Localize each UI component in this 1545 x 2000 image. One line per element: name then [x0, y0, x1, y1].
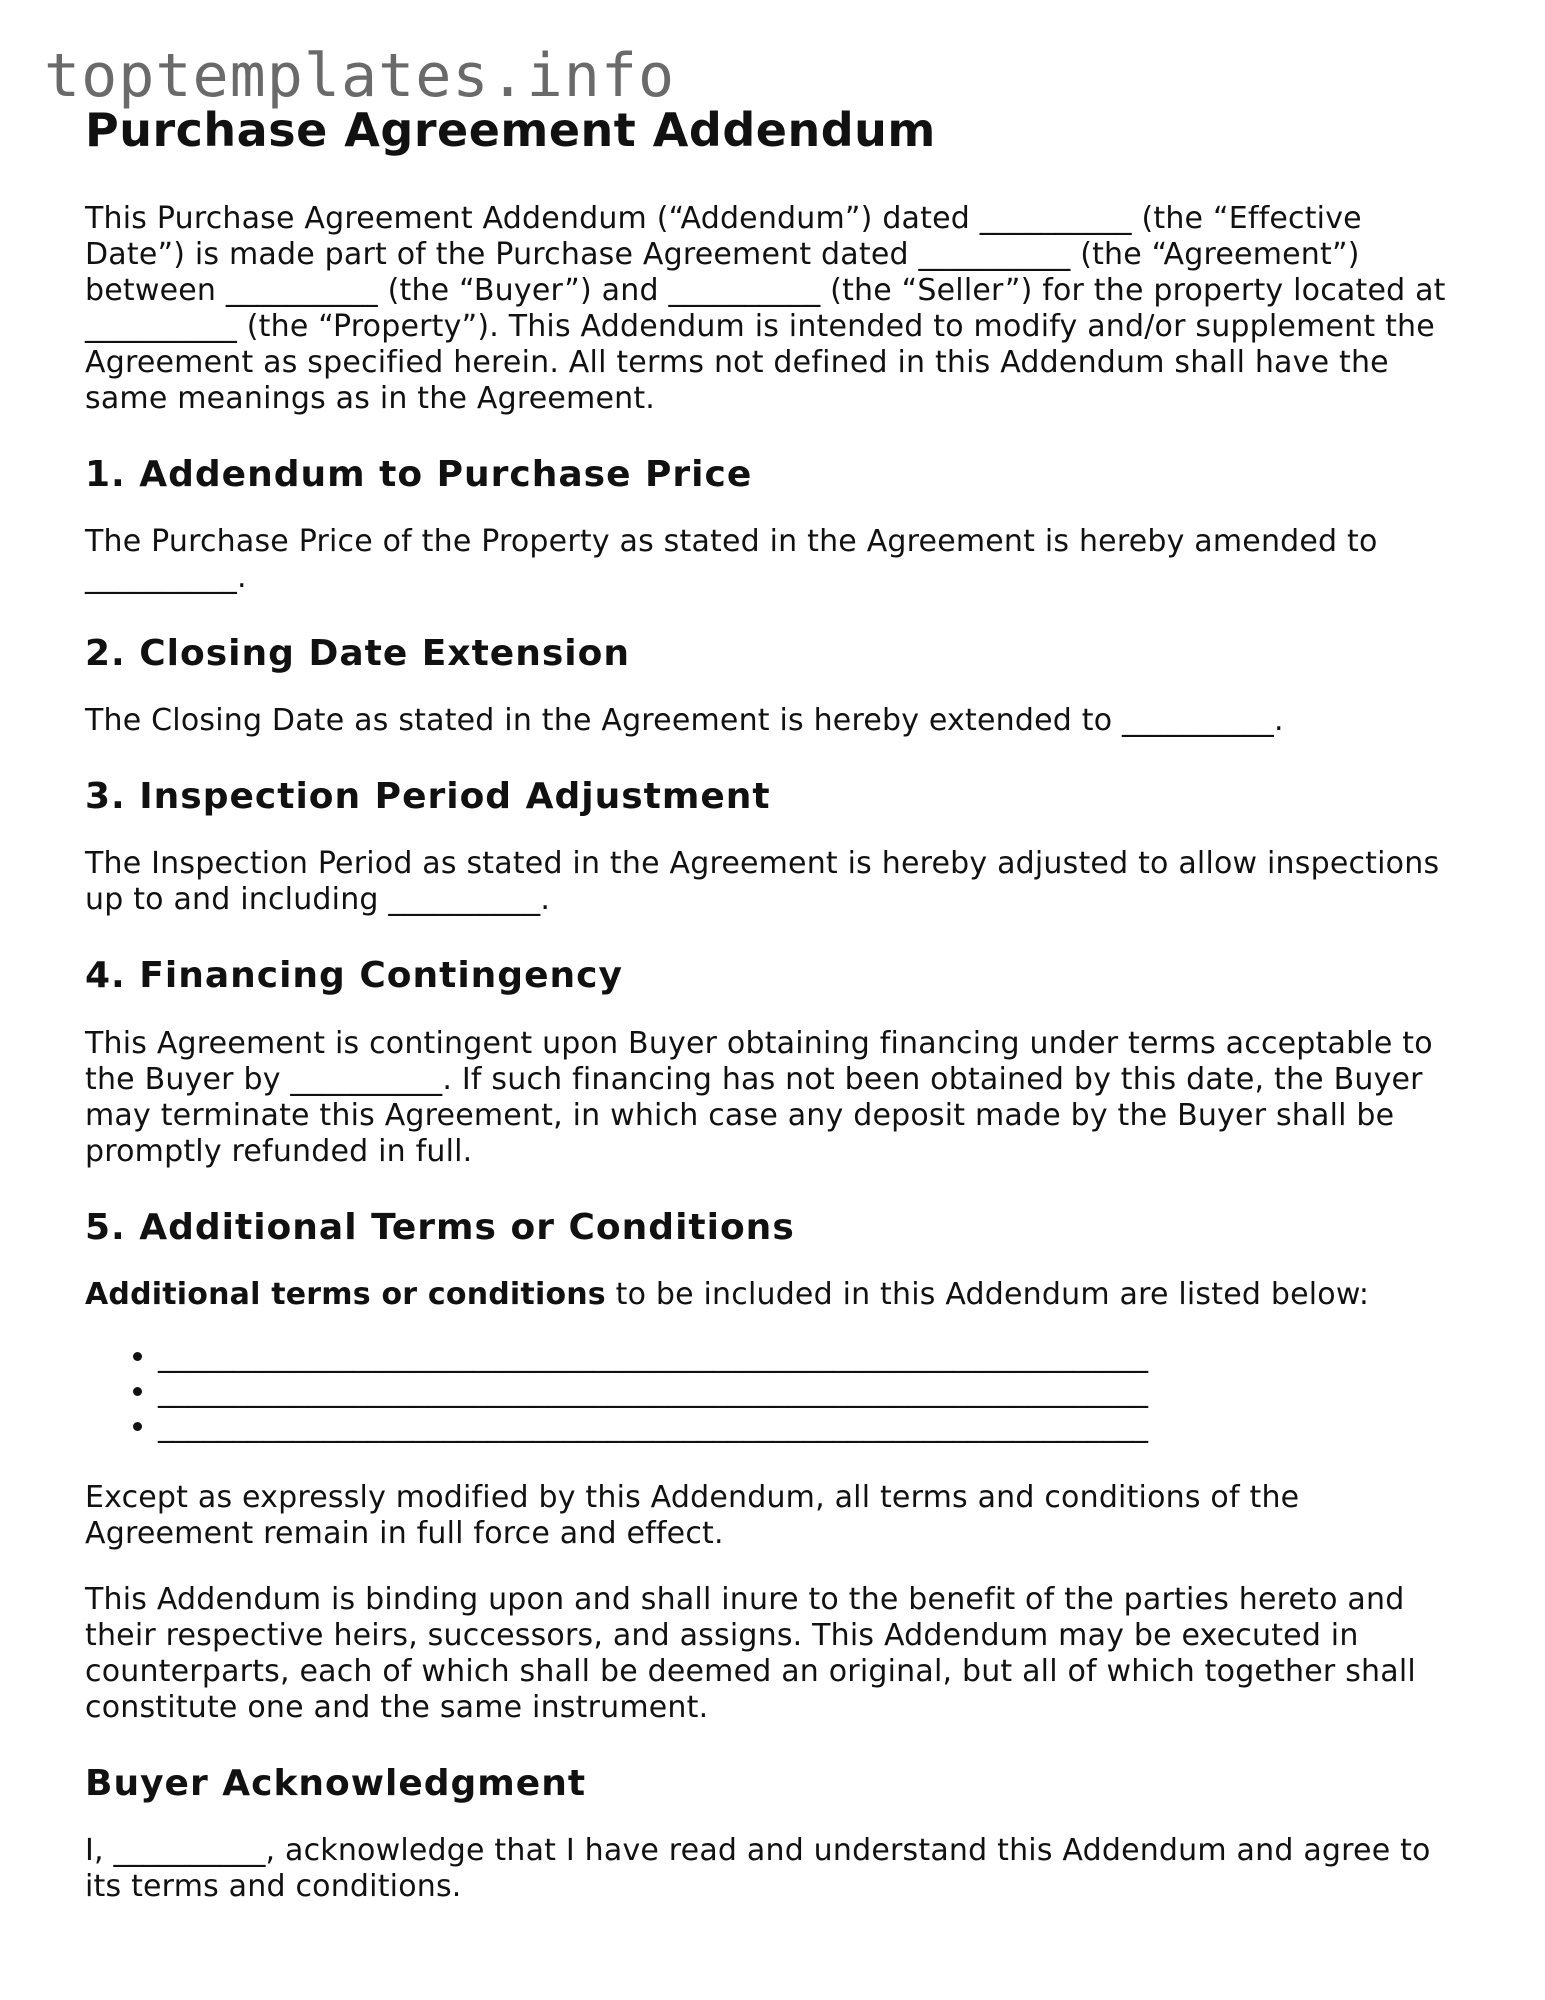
section-3-heading: 3. Inspection Period Adjustment [85, 776, 771, 818]
closing-paragraph-1: Except as expressly modified by this Addendum, all terms and conditions of the Agreement remain in full force and effect. [85, 1479, 1300, 1551]
section-5-heading: 5. Additional Terms or Conditions [85, 1206, 795, 1248]
blank-line: • __________________________________________________________________ [158, 1409, 1460, 1444]
document-page [85, 104, 1460, 1941]
blank-line: • __________________________________________________________________ [158, 1374, 1460, 1409]
section-2-text: The Closing Date as stated in the Agreement is hereby extended to __________. [85, 703, 1284, 739]
intro-paragraph: This Purchase Agreement Addendum (“Addendum”) dated __________ (the “Effective Date”) is made part of the Purchase Agreement dated __________ (the “Agreement”) between __________ (the “Buyer”) and __________ (the “Seller”) for the property located at __________ (the “Property”). This Addendum is intended to modify and/or supplement the Agreement as specified herein. All terms not defined in this Addendum shall have the same meanings as in the Agreement. [85, 200, 1446, 416]
section-4-text: This Agreement is contingent upon Buyer obtaining financing under terms acceptable to the Buyer by __________. If such financing has not been obtained by this date, the Buyer may terminate this Agreement, in which case any deposit made by the Buyer shall be promptly refunded in full. [85, 1025, 1433, 1169]
section-1-heading: 1. Addendum to Purchase Price [85, 453, 753, 495]
buyer-ack-text: I, __________, acknowledge that I have read and understand this Addendum and agree to its terms and conditions. [85, 1833, 1431, 1905]
buyer-ack-heading: Buyer Acknowledgment [85, 1762, 587, 1804]
section-5-text [85, 1277, 1460, 1313]
blank-lines-list [85, 1339, 1460, 1444]
section-3-text: The Inspection Period as stated in the Agreement is hereby adjusted to allow inspections up to and including __________. [85, 846, 1440, 918]
section-5-rest: to be included in this Addendum are listed below: [605, 1276, 1370, 1312]
closing-paragraph-2: This Addendum is binding upon and shall inure to the benefit of the parties hereto and their respective heirs, successors, and assigns. This Addendum may be executed in counterparts, each of which shall be deemed an original, but all of which together shall constitute one and the same instrument. [85, 1581, 1416, 1725]
page-title: Purchase Agreement Addendum [85, 103, 936, 157]
section-4-heading: 4. Financing Contingency [85, 955, 623, 997]
section-1-text: The Purchase Price of the Property as stated in the Agreement is hereby amended to __________. [85, 524, 1378, 596]
section-5-bold-lead: Additional terms or conditions [85, 1276, 606, 1312]
blank-line: • __________________________________________________________________ [158, 1339, 1460, 1374]
section-2-heading: 2. Closing Date Extension [85, 633, 630, 675]
watermark: toptemplates.info [44, 41, 676, 111]
